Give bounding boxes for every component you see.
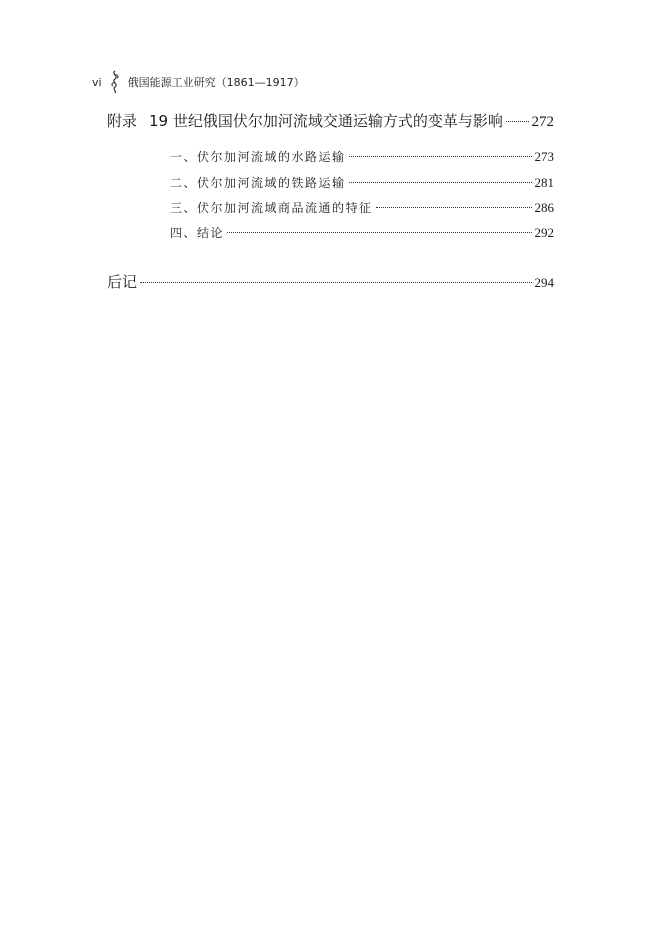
section-page: 273 — [534, 149, 554, 164]
section-page: 292 — [534, 225, 554, 240]
dot-leader — [349, 156, 532, 157]
section-title: 四、结论 — [170, 226, 225, 240]
appendix-title: 19 世纪俄国伏尔加河流域交通运输方式的变革与影响 — [149, 112, 503, 130]
toc-entry-section-4[interactable] — [170, 224, 554, 241]
section-page: 286 — [534, 200, 554, 215]
afterword-title: 后记 — [107, 273, 138, 291]
book-title: 俄国能源工业研究（1861—1917） — [127, 76, 305, 89]
toc-entry-section-2[interactable] — [170, 174, 554, 191]
section-page: 281 — [534, 175, 554, 190]
dot-leader — [349, 182, 532, 183]
dot-leader — [140, 282, 531, 283]
running-header — [92, 70, 305, 94]
toc-entry-section-3[interactable] — [170, 199, 554, 216]
afterword-page: 294 — [534, 275, 554, 290]
section-title: 一、伏尔加河流域的水路运输 — [170, 150, 346, 164]
page-number: vi — [92, 75, 102, 89]
appendix-page: 272 — [531, 114, 554, 130]
section-title: 二、伏尔加河流域的铁路运输 — [170, 176, 346, 190]
toc-entry-afterword[interactable] — [107, 271, 554, 292]
toc-entry-appendix[interactable] — [107, 110, 554, 131]
dot-leader — [227, 232, 531, 233]
dot-leader — [376, 207, 532, 208]
toc-entry-section-1[interactable] — [170, 148, 554, 165]
dot-leader — [506, 121, 529, 122]
section-title: 三、伏尔加河流域商品流通的特征 — [170, 201, 373, 215]
appendix-label: 附录 — [107, 112, 138, 130]
flourish-ornament-icon — [108, 70, 122, 94]
